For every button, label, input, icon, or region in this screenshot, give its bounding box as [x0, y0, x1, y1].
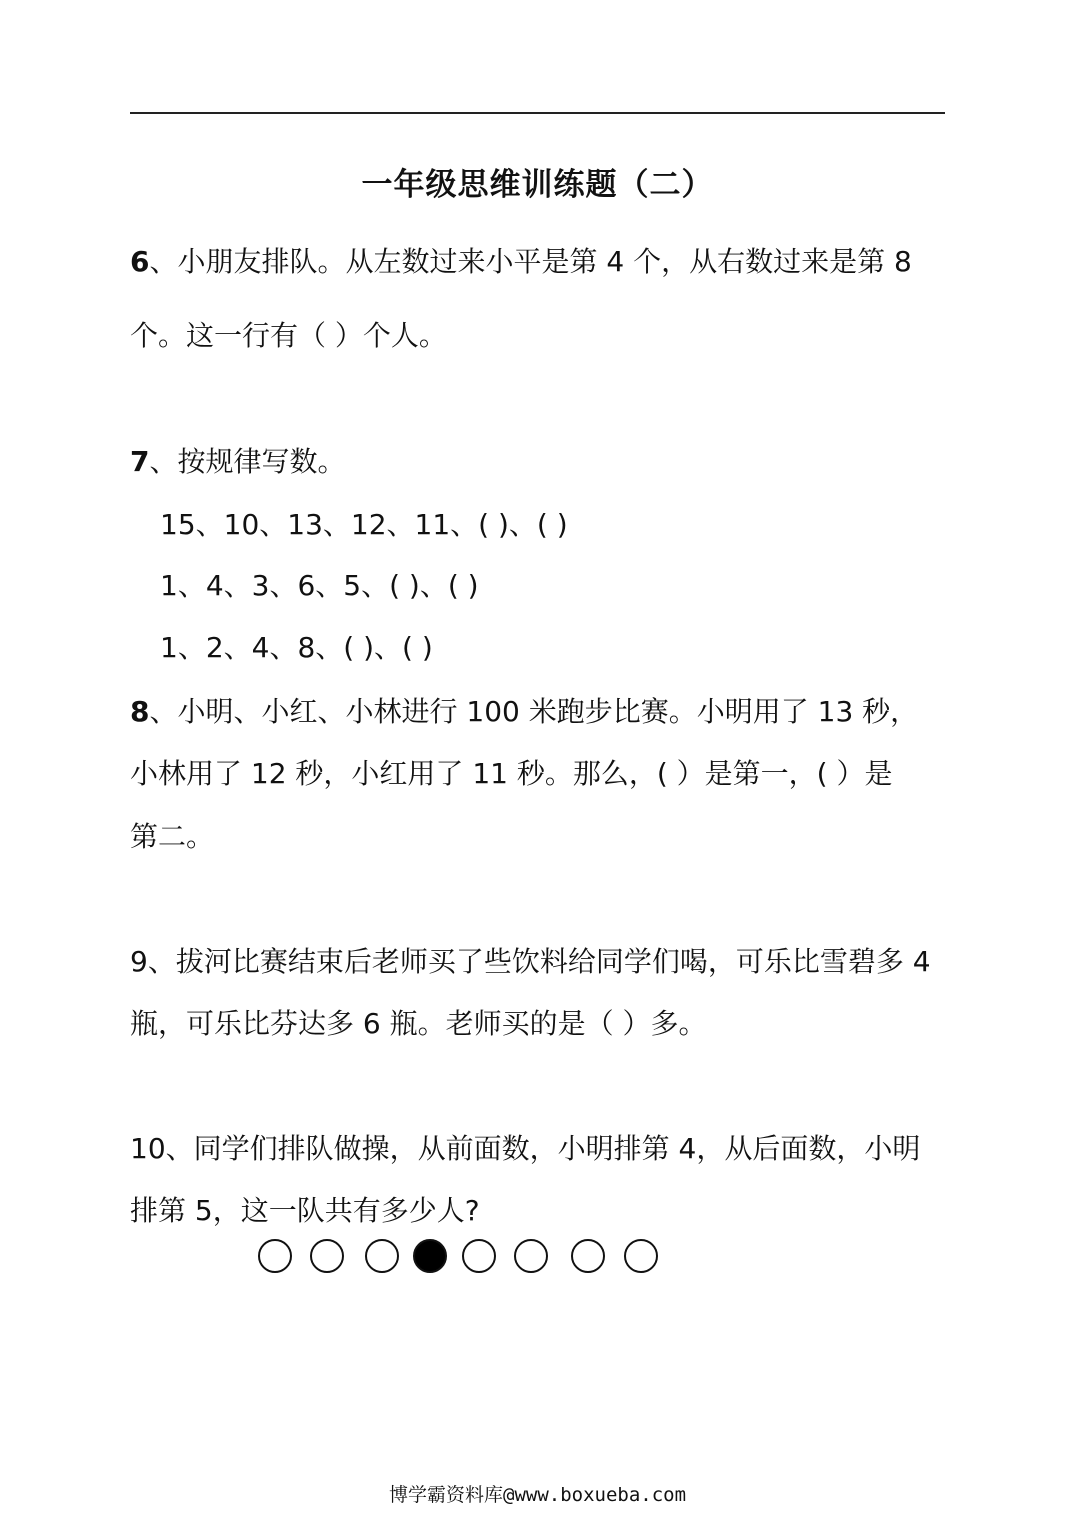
q10-line-2: 排第 5，这一队共有多少人? [130, 1194, 480, 1227]
q8-line-3: 第二。 [130, 820, 215, 853]
q8-line-2: 小林用了 12 秒，小红用了 11 秒。那么，( ）是第一，( ）是 [130, 757, 893, 790]
q6-line-2: 个。这一行有（ ）个人。 [130, 319, 447, 352]
q7-sequence-1: 15、10、13、12、11、( )、( ) [160, 508, 568, 541]
queue-circle [462, 1239, 496, 1273]
footer-url: www.boxueba.com [514, 1484, 687, 1506]
q7-heading [130, 442, 346, 482]
footer-site-name: 博学霸资料库 [388, 1484, 503, 1506]
q7-sequence-3: 1、2、4、8、( )、( ) [160, 631, 433, 664]
q6-text-1: 、小朋友排队。从左数过来小平是第 4 个，从右数过来是第 8 [149, 245, 912, 278]
queue-circle-filled [413, 1239, 447, 1273]
header-rule [130, 112, 945, 114]
queue-circle [365, 1239, 399, 1273]
q10-line-1: 10、同学们排队做操，从前面数，小明排第 4，从后面数，小明 [130, 1132, 921, 1165]
q9-line-1: 9、拔河比赛结束后老师买了些饮料给同学们喝，可乐比雪碧多 4 [130, 945, 931, 978]
footer-at: @ [502, 1484, 515, 1506]
q8-text-1: 、小明、小红、小林进行 100 米跑步比赛。小明用了 13 秒， [149, 695, 919, 728]
queue-circle [571, 1239, 605, 1273]
q6-number: 6 [130, 245, 150, 278]
q9-line-2: 瓶，可乐比芬达多 6 瓶。老师买的是（ ）多。 [130, 1007, 707, 1040]
q8-number: 8 [130, 695, 150, 728]
queue-circles [258, 1239, 678, 1275]
footer-watermark [0, 1482, 1075, 1508]
queue-circle [258, 1239, 292, 1273]
page-title: 一年级思维训练题（二） [361, 167, 714, 203]
q8-line-1 [130, 692, 918, 732]
q7-number: 7 [130, 445, 150, 478]
queue-circle [624, 1239, 658, 1273]
q7-sequence-2: 1、4、3、6、5、( )、( ) [160, 569, 479, 602]
queue-circle [310, 1239, 344, 1273]
q7-heading-text: 、按规律写数。 [149, 445, 346, 478]
q6-line-1 [130, 242, 912, 282]
queue-circle [514, 1239, 548, 1273]
